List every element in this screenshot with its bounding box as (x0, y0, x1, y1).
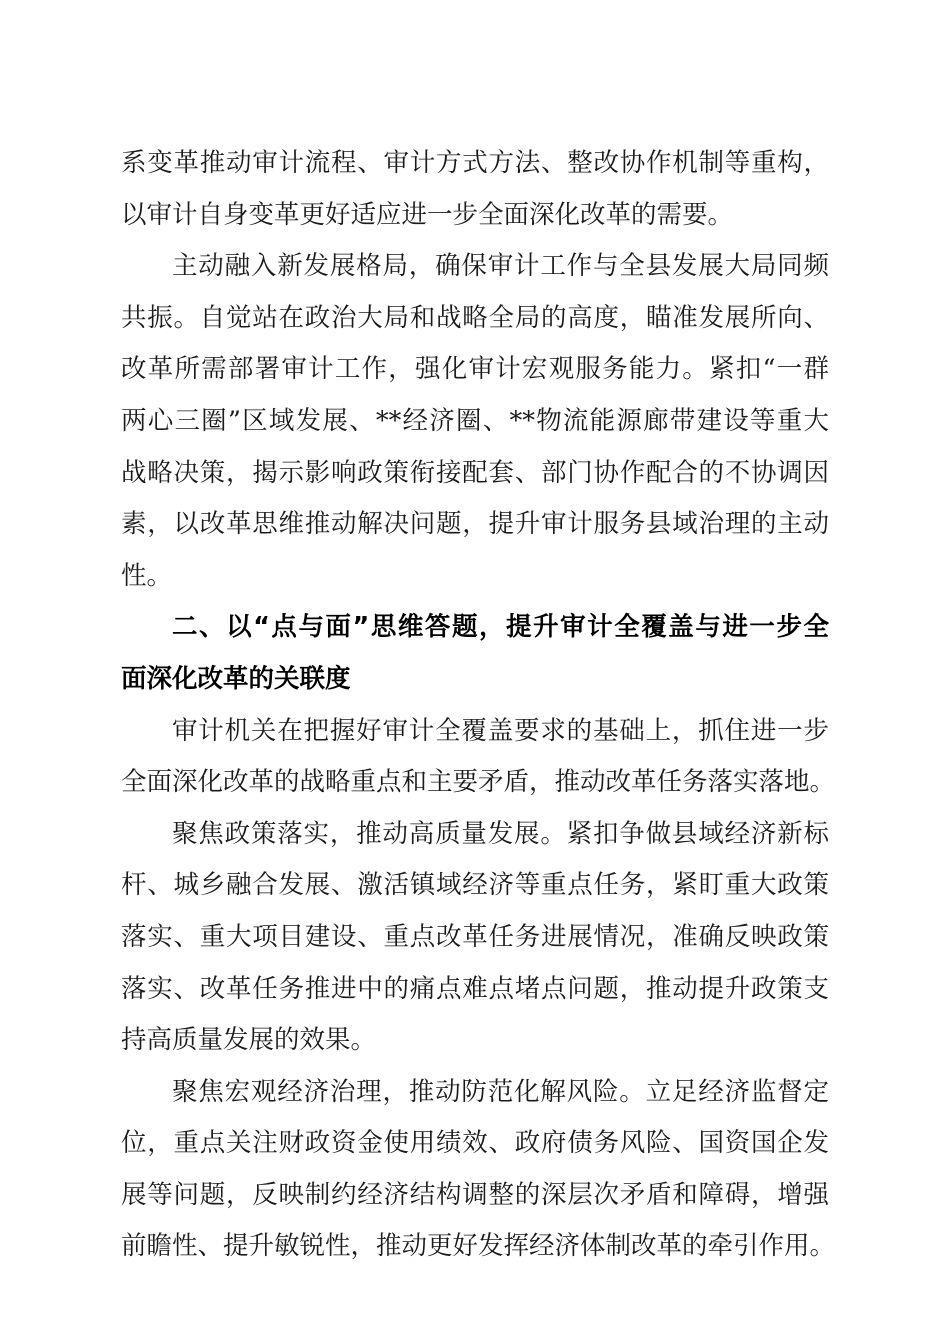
text-line: 素，以改革思维推动解决问题，提升审计服务县域治理的主动 (121, 509, 829, 540)
paragraph-integrate-new-pattern (121, 241, 829, 602)
text-line: 改革所需部署审计工作，强化审计宏观服务能力。紧扣“一群 (121, 354, 829, 385)
text-line: 持高质量发展的效果。 (121, 1025, 377, 1056)
heading-line: 面深化改革的关联度 (121, 663, 351, 694)
text-line: 全面深化改革的战略重点和主要矛盾，推动改革任务落实落地。 (121, 767, 836, 798)
text-line: 审计机关在把握好审计全覆盖要求的基础上，抓住进一步 (172, 715, 829, 746)
text-line: 落实、改革任务推进中的痛点难点堵点问题，推动提升政策支 (121, 973, 829, 1004)
text-line: 战略决策，揭示影响政策衔接配套、部门协作配合的不协调因 (121, 457, 829, 488)
text-line: 以审计自身变革更好适应进一步全面深化改革的需要。 (121, 199, 734, 230)
section-heading-2 (121, 602, 829, 705)
text-line: 主动融入新发展格局，确保审计工作与全县发展大局同频 (172, 251, 829, 282)
text-line: 聚焦政策落实，推动高质量发展。紧扣争做县域经济新标 (172, 818, 829, 849)
text-line: 前瞻性、提升敏锐性，推动更好发挥经济体制改革的牵引作用。 (121, 1231, 836, 1262)
text-line: 位，重点关注财政资金使用绩效、政府债务风险、国资国企发 (121, 1128, 829, 1159)
paragraph-policy-implementation (121, 809, 829, 1067)
text-line: 系变革推动审计流程、审计方式方法、整改协作机制等重构， (121, 148, 829, 178)
text-line: 落实、重大项目建设、重点改革任务进展情况，准确反映政策 (121, 921, 829, 952)
text-line: 共振。自觉站在政治大局和战略全局的高度，瞄准发展所向、 (121, 302, 829, 333)
text-line: 展等问题，反映制约经济结构调整的深层次矛盾和障碍，增强 (121, 1179, 829, 1210)
paragraph-continuation (121, 138, 829, 241)
text-line: 聚焦宏观经济治理，推动防范化解风险。立足经济监督定 (172, 1076, 829, 1107)
text-line: 杆、城乡融合发展、激活镇域经济等重点任务，紧盯重大政策 (121, 870, 829, 901)
text-line: 性。 (121, 560, 173, 591)
paragraph-audit-coverage (121, 706, 836, 809)
text-line: 两心三圈”区域发展、**经济圈、**物流能源廊带建设等重大 (121, 405, 829, 436)
document-body (121, 138, 836, 1273)
heading-line: 二、以“点与面”思维答题，提升审计全覆盖与进一步全 (172, 612, 829, 643)
paragraph-macro-economic-governance (121, 1067, 836, 1273)
